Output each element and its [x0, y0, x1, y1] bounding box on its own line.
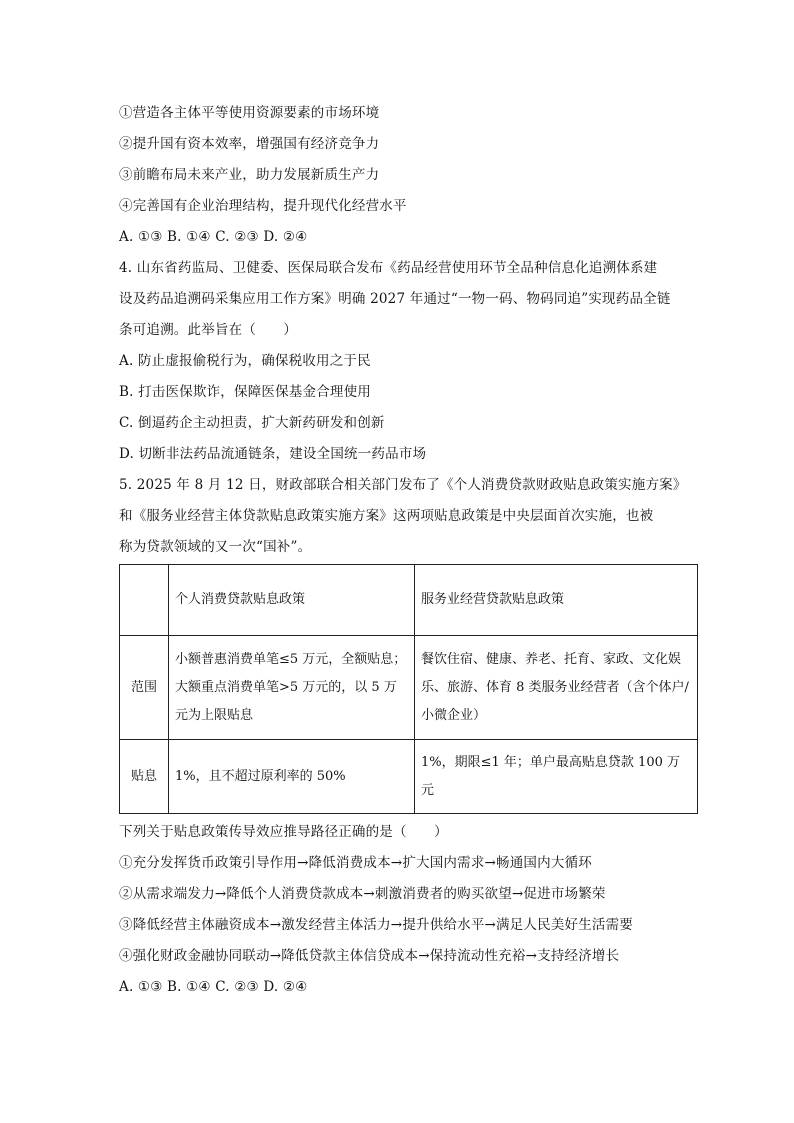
q4-stem-line-3: 条可追溯。此举旨在（ ） — [119, 322, 298, 338]
row-label-scope: 范围 — [120, 636, 169, 740]
header-service-loan-policy: 服务业经营贷款贴息政策 — [415, 565, 698, 636]
q5-stem-line-3: 称为贷款领域的又一次“国补”。 — [119, 539, 312, 555]
row-label-subsidy: 贴息 — [120, 740, 169, 814]
q5-choices: A. ①③ B. ①④ C. ②③ D. ②④ — [119, 979, 308, 995]
table-row-subsidy — [120, 740, 698, 814]
q5-option-3: ③降低经营主体融资成本→激发经营主体活力→提升供给水平→满足人民美好生活需要 — [119, 917, 634, 933]
q4-choice-b: B. 打击医保欺诈，保障医保基金合理使用 — [119, 384, 372, 400]
q4-choice-d: D. 切断非法药品流通链条，建设全国统一药品市场 — [119, 446, 427, 462]
scope-consumer-cell: 小额普惠消费单笔≤5 万元，全额贴息；大额重点消费单笔>5 万元的，以 5 万元为上限贴息 — [169, 636, 415, 740]
q4-choice-c: C. 倒逼药企主动担责，扩大新药研发和创新 — [119, 415, 385, 431]
subsidy-policy-table — [119, 564, 698, 814]
q3-option-4: ④完善国有企业治理结构，提升现代化经营水平 — [119, 198, 407, 214]
q5-question: 下列关于贴息政策传导效应推导路径正确的是（ ） — [119, 824, 448, 840]
table-corner-cell — [120, 565, 169, 636]
q4-stem-line-2: 设及药品追溯码采集应用工作方案》明确 2027 年通过“一物一码、物码同追”实现药品全链 — [119, 291, 671, 307]
header-consumer-loan-policy: 个人消费贷款贴息政策 — [169, 565, 415, 636]
q4-stem-line-1: 4. 山东省药监局、卫健委、医保局联合发布《药品经营使用环节全品种信息化追溯体系建 — [119, 260, 658, 276]
scope-service-cell: 餐饮住宿、健康、养老、托育、家政、文化娱乐、旅游、体育 8 类服务业经营者（含个体户/小微企业） — [415, 636, 698, 740]
q5-stem-line-2: 和《服务业经营主体贷款贴息政策实施方案》这两项贴息政策是中央层面首次实施，也被 — [119, 508, 654, 524]
q3-option-2: ②提升国有资本效率，增强国有经济竞争力 — [119, 136, 380, 152]
q3-option-3: ③前瞻布局未来产业，助力发展新质生产力 — [119, 167, 380, 183]
q3-option-1: ①营造各主体平等使用资源要素的市场环境 — [119, 105, 380, 121]
subsidy-service-cell: 1%，期限≤1 年；单户最高贴息贷款 100 万元 — [415, 740, 698, 814]
subsidy-consumer-cell: 1%，且不超过原利率的 50% — [169, 740, 415, 814]
q5-stem-line-1: 5. 2025 年 8 月 12 日，财政部联合相关部门发布了《个人消费贷款财政贴息政策实施方案》 — [119, 477, 687, 493]
q5-option-1: ①充分发挥货币政策引导作用→降低消费成本→扩大国内需求→畅通国内大循环 — [119, 855, 592, 871]
q3-choices: A. ①③ B. ①④ C. ②③ D. ②④ — [119, 229, 308, 245]
table-row-scope — [120, 636, 698, 740]
q4-choice-a: A. 防止虚报偷税行为，确保税收用之于民 — [119, 353, 371, 369]
q5-option-2: ②从需求端发力→降低个人消费贷款成本→刺激消费者的购买欲望→促进市场繁荣 — [119, 886, 606, 902]
table-header-row — [120, 565, 698, 636]
q5-option-4: ④强化财政金融协同联动→降低贷款主体信贷成本→保持流动性充裕→支持经济增长 — [119, 948, 620, 964]
